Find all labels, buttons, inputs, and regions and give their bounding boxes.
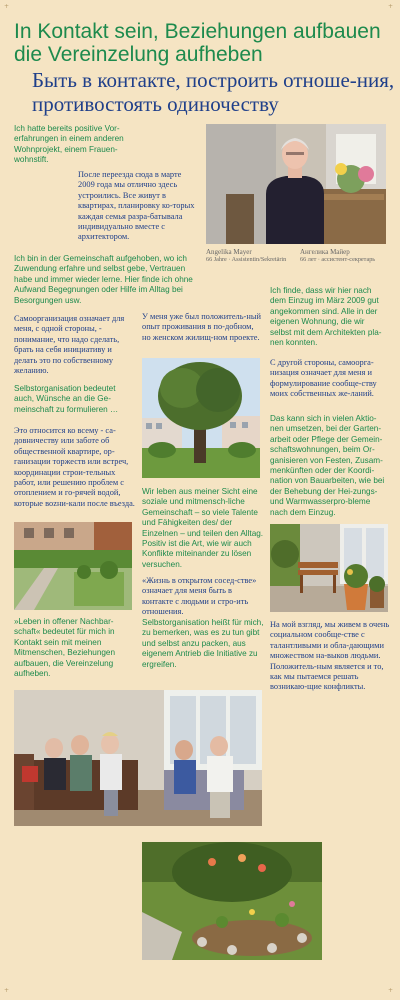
caption-russian-name: Ангелика Майер [300,248,350,256]
caption-russian [300,248,392,264]
text-russian-selforg2: С другой стороны, самоорга-низация означает для меня и формулирование сообще-ству моих собственных же-ланий. [270,358,377,399]
caption-russian-role: 66 лет · ассистент-секретарь [300,256,376,263]
text-russian-moved: После переезда сюда в марте 2009 года мы отлично здесь устроились. Все живут в квартирах, планировку ко-торых каждая семья разра-батывала индивидуально вместе с архитектором. [78,170,195,242]
crop-mark: + [388,987,394,994]
text-german-selforg2: Selbstorganisation heißt für mich, zu bemerken, was es zu tun gibt und selbst anzu packen, aus eigenem Antrieb die Initiative zu ergreifen. [142,618,264,669]
crop-mark: + [4,3,10,10]
caption-german-role: 66 Jahre · Assistentin/Sekretärin [206,256,287,263]
portrait-photo [206,124,386,244]
crop-mark: + [4,987,10,994]
flower-bed-photo [142,842,322,960]
text-russian-quote: «Жизнь в открытом сосед-стве» означает для меня быть в контакте с людьми и стро-ить отношения. [142,576,257,617]
group-photo [14,690,262,826]
text-german-intro: Ich hatte bereits positive Vor-erfahrungen in einem anderen Wohnprojekt, einem Frauen-wohnstift. [14,124,124,165]
page-title-russian: Быть в контакте, построить отноше-ния, противостоять одиночеству [32,68,395,116]
text-german-lives: Wir leben aus meiner Sicht eine soziale und mitmensch-liche Gemeinschaft – so viele Talente und Fähigkeiten des/ der Einzelnen – und teilen den Alltag. Positiv ist die Art, wie wir auch Konflikte miteinander zu lösen versuchen. [142,487,264,569]
text-german-activities: Das kann sich in vielen Aktio-nen umsetzen, bei der Garten-arbeit oder Pflege der Gemein-schaftswohnungen, beim Or-ganisieren von Festen, Zusam-menkünften oder der Koordi-nation von Bauarbeiten, wie bei der Behebung der Hei-zungs- und Warmwasserpro-bleme nach dem Einzug. [270,414,385,517]
terrace-bench-photo [270,524,388,612]
crop-mark: + [388,3,394,10]
text-russian-positive: У меня уже был положитель-ный опыт проживания в по-добном, но женском жилищ-ном проекте. [142,312,261,342]
text-russian-garden: Это относится ко всему - са-довничеству или заботе об общественной квартире, ор-ганизации торжеств или встреч, координации строи-тельных работ, или решению проблем с отоплением и го-рячей водой, которые вozни-кали после въезда. [14,426,135,508]
text-russian-selforg1: Самоорганизация означает для меня, с одной стороны, - понимание, что надо сделать, брать на себя инициативу и делать это по собственному желанию. [14,314,125,376]
page-title-german: In Kontakt sein, Beziehungen aufbauen die Vereinzelung aufheben [14,20,381,66]
text-german-community: Ich bin in der Gemeinschaft aufgehoben, wo ich Zuwendung erfahre und selbst gebe, Vertrauen habe und immer wieder lerne. Hier finde ich ohne Aufwand Begegnungen oder Hilfe im Alltag bei Besorgungen usw. [14,254,193,305]
caption-german-name: Angelika Mayer [206,248,252,256]
caption-german [206,248,296,264]
text-german-moved: Ich finde, dass wir hier nach dem Einzug im März 2009 gut angekommen sind. Alle in der eigenen Wohnung, die wir selbst mit dem Architekten pla-nen konnten. [270,286,382,348]
text-german-selforg: Selbstorganisation bedeutet auch, Wünsche an die Ge-meinschaft zu formulieren … [14,384,119,414]
text-german-quote: »Leben in offener Nachbar-schaft« bedeutet für mich in Kontakt sein mit meinen Mitmenschen, Beziehungen aufbauen, die Vereinzelung aufheben. [14,617,116,679]
tree-photo [142,358,260,478]
text-russian-social: На мой взгляд, мы живем в очень социальном сообще-стве с талантливыми и обла-дающими множеством на-выков людьми. Положитель-ным является и то, как мы пытаемся решать возникаю-щие конфликты. [270,620,390,692]
garden-photo [14,522,132,610]
